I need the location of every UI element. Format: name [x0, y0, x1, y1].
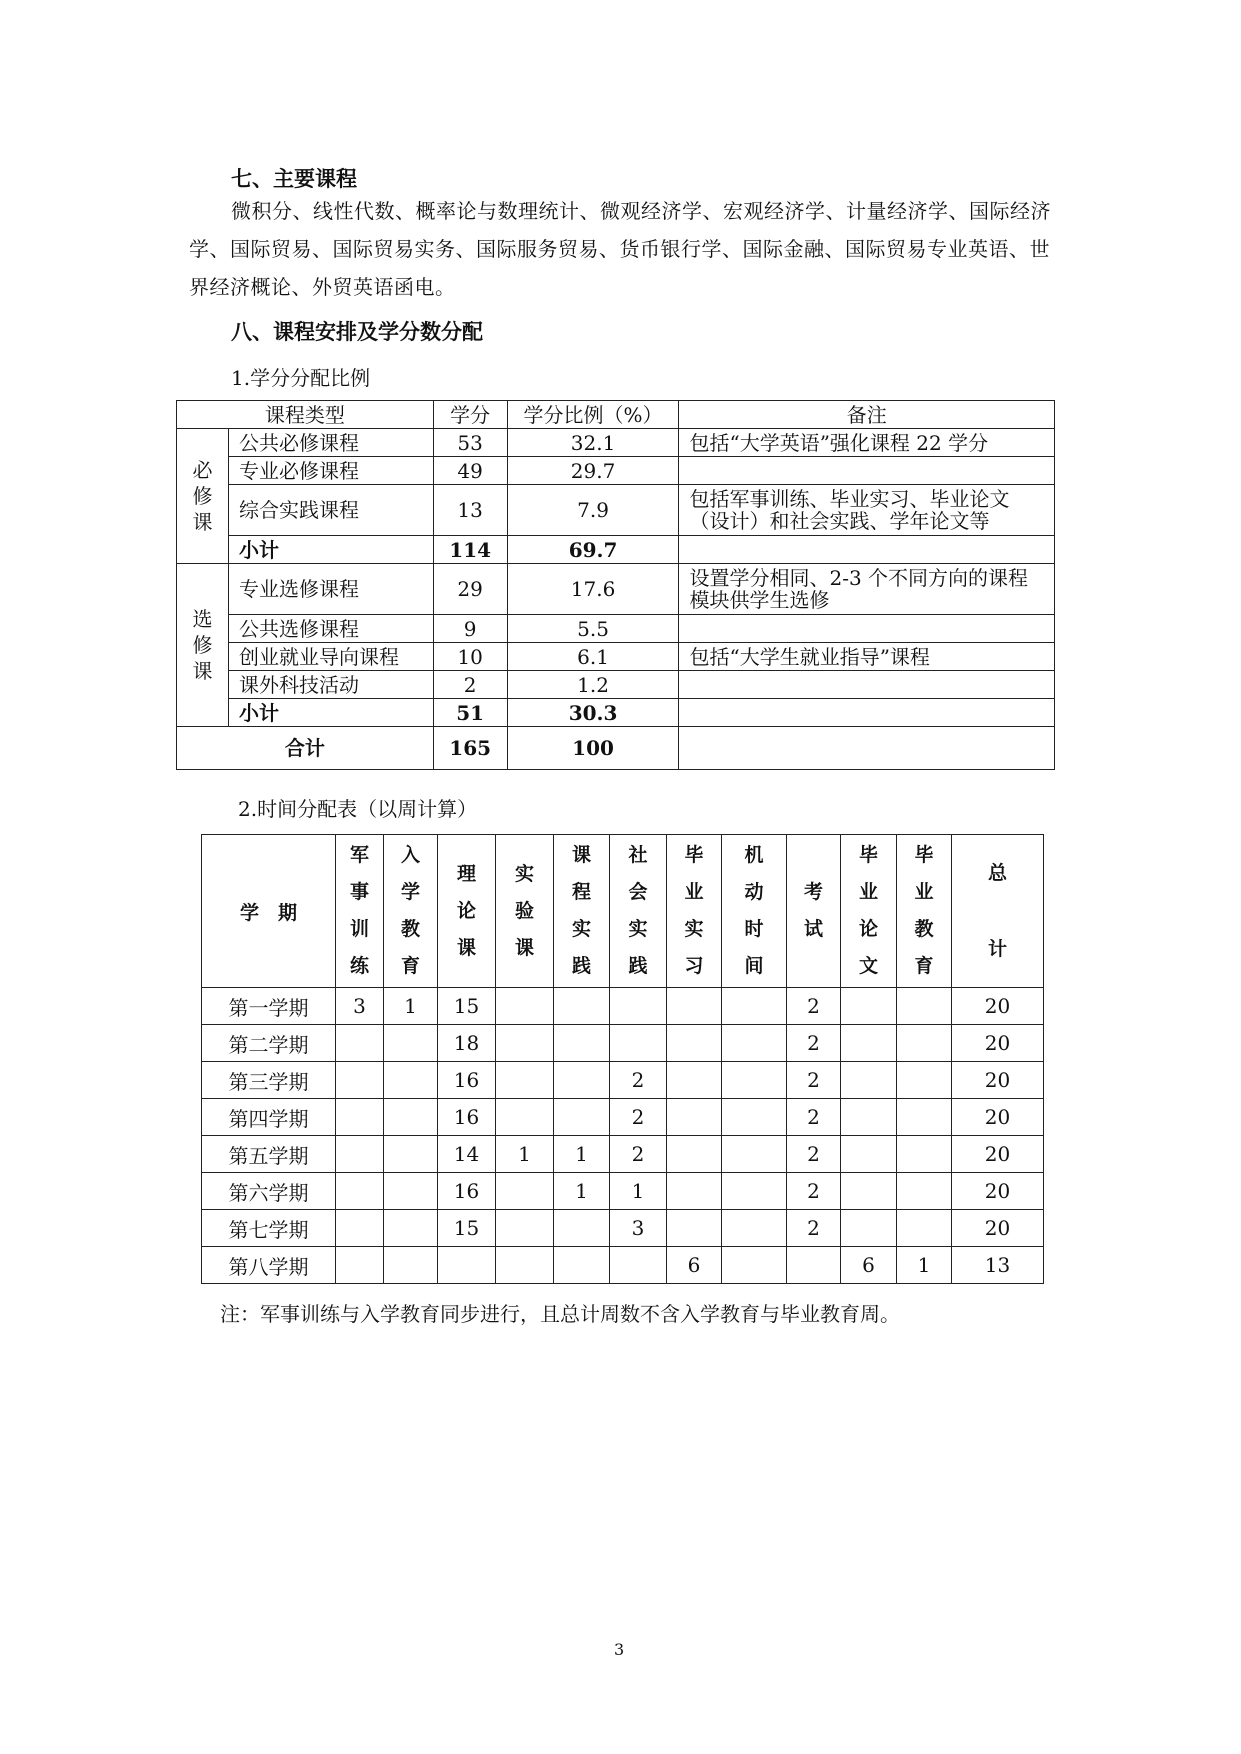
weeks-cell: 1 [496, 1136, 554, 1173]
weeks-cell [384, 1136, 438, 1173]
weeks-cell [841, 1136, 897, 1173]
header-cell: 社会实践 [610, 835, 667, 988]
table-row [202, 1210, 1044, 1247]
remark-cell [679, 727, 1055, 770]
group-label-elective: 选修课 [177, 564, 229, 727]
weeks-cell [722, 1025, 787, 1062]
weeks-cell: 2 [787, 1173, 841, 1210]
weeks-cell [722, 1247, 787, 1284]
header-cell: 毕业论文 [841, 835, 897, 988]
weeks-cell [554, 1062, 610, 1099]
weeks-cell: 2 [610, 1099, 667, 1136]
total-credit: 165 [433, 727, 507, 770]
weeks-cell [496, 1173, 554, 1210]
header-cell: 实验课 [496, 835, 554, 988]
header-cell: 毕业教育 [897, 835, 952, 988]
ratio-cell: 17.6 [507, 564, 679, 615]
weeks-cell [667, 1062, 722, 1099]
header-cell: 课程类型 [177, 401, 434, 429]
weeks-cell [841, 1099, 897, 1136]
subtotal-label: 小计 [228, 699, 433, 727]
remark-cell [679, 615, 1055, 643]
weeks-cell [722, 1136, 787, 1173]
credit-cell: 49 [433, 457, 507, 485]
header-cell: 毕业实习 [667, 835, 722, 988]
table-row [177, 564, 1055, 615]
weeks-cell [496, 1247, 554, 1284]
course-type-cell: 课外科技活动 [228, 671, 433, 699]
weeks-cell [336, 1173, 384, 1210]
weeks-cell [554, 1210, 610, 1247]
weeks-cell [841, 1210, 897, 1247]
weeks-cell [384, 1099, 438, 1136]
header-cell: 总计 [952, 835, 1044, 988]
weeks-cell: 20 [952, 1062, 1044, 1099]
header-cell: 课程实践 [554, 835, 610, 988]
weeks-cell [554, 1025, 610, 1062]
weeks-cell [336, 1099, 384, 1136]
weeks-cell [384, 1247, 438, 1284]
weeks-cell: 18 [438, 1025, 496, 1062]
weeks-cell [897, 1099, 952, 1136]
weeks-cell [841, 1025, 897, 1062]
header-cell: 理论课 [438, 835, 496, 988]
weeks-cell [336, 1025, 384, 1062]
remark-cell: 包括军事训练、毕业实习、毕业论文（设计）和社会实践、学年论文等 [679, 485, 1055, 536]
weeks-cell [667, 1025, 722, 1062]
ratio-cell: 1.2 [507, 671, 679, 699]
remark-cell: 包括“大学生就业指导”课程 [679, 643, 1055, 671]
subtotal-label: 小计 [228, 536, 433, 564]
weeks-cell [841, 988, 897, 1025]
subtotal-row [177, 699, 1055, 727]
header-cell: 军事训练 [336, 835, 384, 988]
weeks-cell: 16 [438, 1173, 496, 1210]
header-cell: 备注 [679, 401, 1055, 429]
weeks-cell [667, 988, 722, 1025]
semester-cell: 第六学期 [202, 1173, 336, 1210]
table-row [202, 1247, 1044, 1284]
semester-cell: 第七学期 [202, 1210, 336, 1247]
ratio-cell: 6.1 [507, 643, 679, 671]
ratio-cell: 7.9 [507, 485, 679, 536]
weeks-cell: 6 [841, 1247, 897, 1284]
ratio-cell: 29.7 [507, 457, 679, 485]
weeks-cell [336, 1247, 384, 1284]
weeks-cell [336, 1210, 384, 1247]
subtotal-ratio: 69.7 [507, 536, 679, 564]
weeks-cell: 1 [610, 1173, 667, 1210]
time-table-caption: 2.时间分配表（以周计算） [238, 797, 478, 821]
table-header-row [202, 835, 1044, 988]
table-row [202, 1099, 1044, 1136]
weeks-cell [722, 1210, 787, 1247]
weeks-cell [897, 988, 952, 1025]
total-row [177, 727, 1055, 770]
credit-cell: 29 [433, 564, 507, 615]
semester-cell: 第五学期 [202, 1136, 336, 1173]
weeks-cell: 2 [787, 1099, 841, 1136]
weeks-cell [841, 1173, 897, 1210]
credit-distribution-table [176, 400, 1055, 770]
table-row [177, 643, 1055, 671]
weeks-cell: 1 [554, 1136, 610, 1173]
weeks-cell [496, 1025, 554, 1062]
weeks-cell: 2 [787, 1136, 841, 1173]
weeks-cell [667, 1173, 722, 1210]
course-type-cell: 公共选修课程 [228, 615, 433, 643]
credit-cell: 2 [433, 671, 507, 699]
weeks-cell: 20 [952, 1210, 1044, 1247]
semester-cell: 第八学期 [202, 1247, 336, 1284]
weeks-cell [787, 1247, 841, 1284]
course-type-cell: 专业必修课程 [228, 457, 433, 485]
weeks-cell [496, 1099, 554, 1136]
weeks-cell [384, 1210, 438, 1247]
table-row [202, 1173, 1044, 1210]
weeks-cell [897, 1025, 952, 1062]
remark-cell [679, 671, 1055, 699]
weeks-cell [496, 1062, 554, 1099]
course-type-cell: 专业选修课程 [228, 564, 433, 615]
weeks-cell [897, 1062, 952, 1099]
weeks-cell: 3 [610, 1210, 667, 1247]
weeks-cell [496, 1210, 554, 1247]
remark-cell: 包括“大学英语”强化课程 22 学分 [679, 429, 1055, 457]
weeks-cell: 13 [952, 1247, 1044, 1284]
weeks-cell [496, 988, 554, 1025]
weeks-cell [667, 1210, 722, 1247]
weeks-cell [667, 1099, 722, 1136]
weeks-cell [384, 1025, 438, 1062]
weeks-cell: 14 [438, 1136, 496, 1173]
weeks-cell: 2 [787, 1210, 841, 1247]
semester-cell: 第二学期 [202, 1025, 336, 1062]
course-type-cell: 综合实践课程 [228, 485, 433, 536]
course-type-cell: 公共必修课程 [228, 429, 433, 457]
total-label: 合计 [177, 727, 434, 770]
group-label-required: 必修课 [177, 429, 229, 564]
ratio-cell: 5.5 [507, 615, 679, 643]
weeks-cell: 1 [897, 1247, 952, 1284]
semester-cell: 第一学期 [202, 988, 336, 1025]
weeks-cell [554, 988, 610, 1025]
weeks-cell [384, 1173, 438, 1210]
weeks-cell [610, 1025, 667, 1062]
weeks-cell [336, 1062, 384, 1099]
table-row [202, 1136, 1044, 1173]
weeks-cell: 20 [952, 1136, 1044, 1173]
weeks-cell: 20 [952, 988, 1044, 1025]
weeks-cell [667, 1136, 722, 1173]
weeks-cell [841, 1062, 897, 1099]
semester-cell: 第三学期 [202, 1062, 336, 1099]
subtotal-row [177, 536, 1055, 564]
remark-cell [679, 699, 1055, 727]
weeks-cell: 15 [438, 988, 496, 1025]
table-row [202, 1025, 1044, 1062]
time-allocation-table [201, 834, 1044, 1284]
weeks-cell: 6 [667, 1247, 722, 1284]
weeks-cell [897, 1136, 952, 1173]
weeks-cell: 2 [610, 1136, 667, 1173]
header-cell: 考试 [787, 835, 841, 988]
weeks-cell: 16 [438, 1099, 496, 1136]
credit-cell: 10 [433, 643, 507, 671]
credit-cell: 13 [433, 485, 507, 536]
weeks-cell [438, 1247, 496, 1284]
credit-cell: 9 [433, 615, 507, 643]
header-cell: 机动时间 [722, 835, 787, 988]
weeks-cell: 15 [438, 1210, 496, 1247]
table-row [202, 1062, 1044, 1099]
remark-cell [679, 536, 1055, 564]
header-cell: 学分比例（%） [507, 401, 679, 429]
remark-cell [679, 457, 1055, 485]
table-row [177, 457, 1055, 485]
weeks-cell [554, 1099, 610, 1136]
weeks-cell [336, 1136, 384, 1173]
course-type-cell: 创业就业导向课程 [228, 643, 433, 671]
credit-cell: 53 [433, 429, 507, 457]
weeks-cell: 2 [787, 988, 841, 1025]
header-cell: 学 期 [202, 835, 336, 988]
remark-cell: 设置学分相同、2-3 个不同方向的课程模块供学生选修 [679, 564, 1055, 615]
weeks-cell: 1 [554, 1173, 610, 1210]
credit-table-caption: 1.学分分配比例 [231, 366, 371, 390]
weeks-cell: 2 [787, 1062, 841, 1099]
table-header-row [177, 401, 1055, 429]
weeks-cell [897, 1210, 952, 1247]
ratio-cell: 32.1 [507, 429, 679, 457]
table-row [202, 988, 1044, 1025]
weeks-cell [610, 1247, 667, 1284]
section-7-course-list: 微积分、线性代数、概率论与数理统计、微观经济学、宏观经济学、计量经济学、国际经济学、国际贸易、国际贸易实务、国际服务贸易、货币银行学、国际金融、国际贸易专业英语、世界经济概论、外贸英语函电。 [189, 199, 1051, 299]
weeks-cell: 2 [787, 1025, 841, 1062]
subtotal-credit: 114 [433, 536, 507, 564]
total-ratio: 100 [507, 727, 679, 770]
weeks-cell: 20 [952, 1173, 1044, 1210]
weeks-cell [722, 1173, 787, 1210]
header-cell: 入学教育 [384, 835, 438, 988]
page-number: 3 [614, 1640, 625, 1659]
weeks-cell: 20 [952, 1025, 1044, 1062]
section-8-heading: 八、课程安排及学分数分配 [231, 320, 483, 344]
table-row [177, 429, 1055, 457]
time-table-body [202, 988, 1044, 1284]
weeks-cell: 20 [952, 1099, 1044, 1136]
weeks-cell: 3 [336, 988, 384, 1025]
weeks-cell [384, 1062, 438, 1099]
section-7-heading: 七、主要课程 [231, 167, 357, 191]
weeks-cell [897, 1173, 952, 1210]
weeks-cell [722, 988, 787, 1025]
semester-cell: 第四学期 [202, 1099, 336, 1136]
table-row [177, 671, 1055, 699]
weeks-cell [610, 988, 667, 1025]
weeks-cell: 16 [438, 1062, 496, 1099]
weeks-cell [722, 1062, 787, 1099]
table-row [177, 485, 1055, 536]
time-table-note: 注：军事训练与入学教育同步进行，且总计周数不含入学教育与毕业教育周。 [220, 1302, 900, 1326]
weeks-cell: 1 [384, 988, 438, 1025]
header-cell: 学分 [433, 401, 507, 429]
weeks-cell [722, 1099, 787, 1136]
table-row [177, 615, 1055, 643]
weeks-cell: 2 [610, 1062, 667, 1099]
subtotal-credit: 51 [433, 699, 507, 727]
weeks-cell [554, 1247, 610, 1284]
subtotal-ratio: 30.3 [507, 699, 679, 727]
